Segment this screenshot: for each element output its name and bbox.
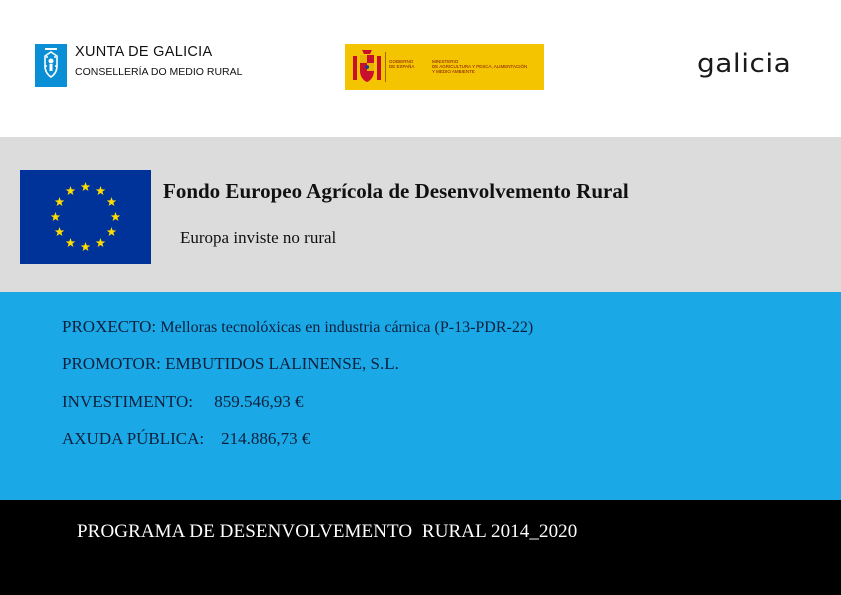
- ministerio-line3: Y MEDIO AMBIENTE: [432, 69, 475, 74]
- program-title: PROGRAMA DE DESENVOLVEMENTO RURAL 2014_2020: [77, 521, 578, 542]
- investimento-label: INVESTIMENTO:: [62, 392, 193, 411]
- program-band: [0, 500, 841, 595]
- ministerio-line2: DE AGRICULTURA Y PESCA, ALIMENTACIÓN: [432, 64, 528, 69]
- fund-subtitle: Europa inviste no rural: [180, 228, 337, 247]
- xunta-title: XUNTA DE GALICIA: [75, 44, 213, 60]
- investimento-value: 859.546,93 €: [214, 392, 304, 411]
- promotor-row: [62, 354, 399, 374]
- promotor-value: EMBUTIDOS LALINENSE, S.L.: [165, 354, 399, 373]
- proxecto-label: PROXECTO:: [62, 317, 157, 336]
- promotor-label: PROMOTOR:: [62, 354, 161, 373]
- axuda-row: [62, 429, 310, 449]
- investimento-row: [62, 392, 303, 412]
- ministerio-text: [432, 59, 527, 74]
- fund-title: Fondo Europeo Agrícola de Desenvolvemento Rural: [163, 179, 629, 203]
- proxecto-row: [62, 317, 533, 337]
- xunta-shield-icon: [35, 44, 67, 87]
- gobierno-line1: GOBIERNO: [389, 59, 414, 64]
- proxecto-value: Melloras tecnolóxicas en industria cárnica (P-13-PDR-22): [160, 319, 534, 336]
- spain-coat-of-arms-icon: [351, 48, 383, 86]
- eu-flag-icon: [20, 170, 151, 264]
- galicia-logo: galicia: [697, 48, 792, 79]
- conselleria-subtitle: CONSELLERÍA DO MEDIO RURAL: [75, 66, 243, 78]
- gobierno-text: [389, 59, 414, 69]
- divider: [385, 52, 386, 82]
- gobierno-line2: DE ESPAÑA: [389, 64, 415, 69]
- axuda-value: 214.886,73 €: [221, 429, 311, 448]
- ministerio-line1: MINISTERIO: [432, 59, 459, 64]
- axuda-label: AXUDA PÚBLICA:: [62, 429, 205, 448]
